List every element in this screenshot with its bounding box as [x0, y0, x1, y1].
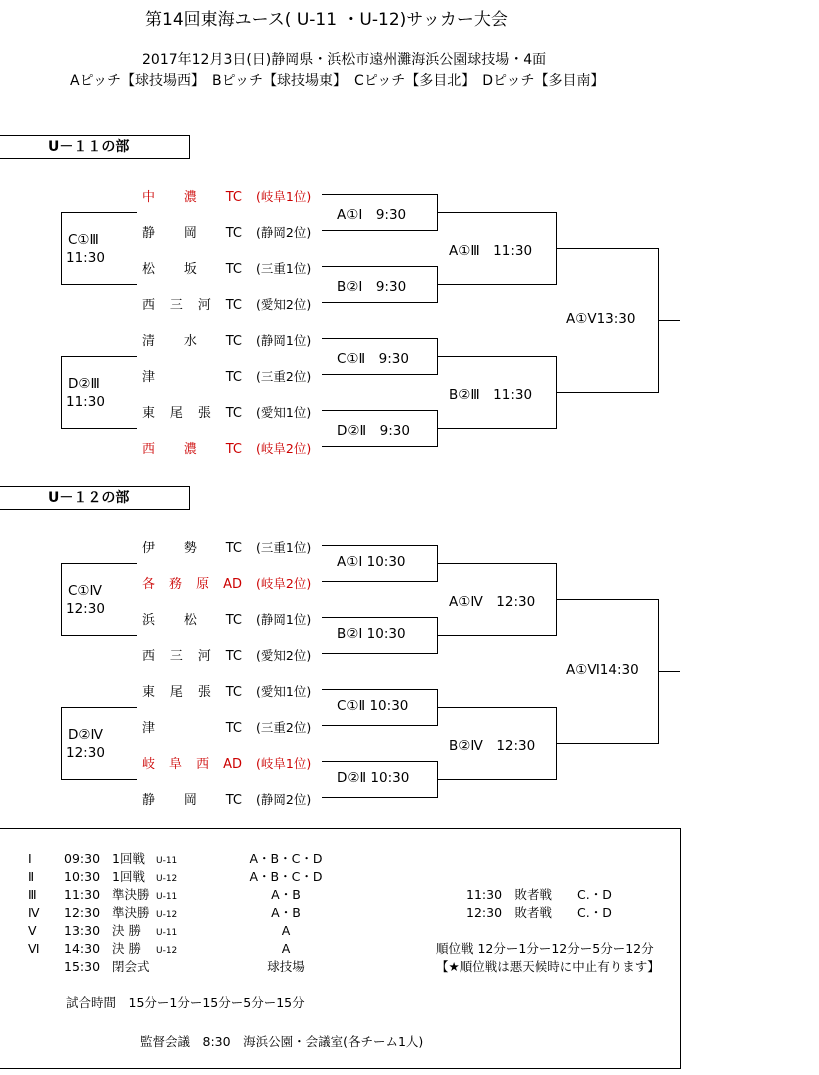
u12-r1-match: A①Ⅰ 10:30 — [337, 554, 406, 570]
u12-semi-match: B②Ⅳ 12:30 — [449, 738, 536, 754]
u12-team-2 — [142, 573, 311, 592]
u11-loser-box-1 — [61, 212, 137, 285]
u11-r1-match: D②Ⅱ 9:30 — [337, 423, 410, 439]
u11-semi-match: A①Ⅲ 11:30 — [449, 243, 533, 259]
u11-bracket-line — [322, 230, 438, 231]
team-pref: (岐阜1位) — [256, 189, 312, 204]
round-number: Ⅵ — [28, 941, 40, 956]
round-number: Ⅳ — [28, 905, 40, 920]
round-pitch: A — [281, 923, 291, 938]
u11-team-1 — [142, 186, 311, 205]
u12-r1-match: C①Ⅱ 10:30 — [337, 698, 409, 714]
team-pref: (岐阜2位) — [256, 576, 312, 591]
u12-bracket-line — [556, 599, 659, 600]
round-extra: 順位戦 12分ー1分ー12分ー5分ー12分 — [436, 941, 654, 956]
round-category: U-12 — [156, 910, 178, 920]
pitch-line: Aピッチ【球技場西】 Bピッチ【球技場東】 Cピッチ【多目北】 Dピッチ【多目南】 — [70, 73, 605, 89]
round-time: 15:30 — [64, 959, 101, 974]
team-name: 松坂TC — [142, 262, 242, 277]
u12-bracket-line — [658, 671, 680, 672]
round-pitch: A・B・C・D — [249, 869, 323, 884]
u11-bracket-line — [322, 410, 438, 411]
team-name: 静岡TC — [142, 226, 242, 241]
u11-loser-box-2 — [61, 356, 137, 429]
round-number: Ⅲ — [28, 887, 37, 902]
u12-r1-match: D②Ⅱ 10:30 — [337, 770, 410, 786]
u11-bracket-line — [322, 446, 438, 447]
u12-semi-match: A①Ⅳ 12:30 — [449, 594, 536, 610]
u11-bracket-line — [322, 302, 438, 303]
u11-loser-label: C①Ⅲ — [68, 232, 99, 248]
u12-bracket-line — [437, 707, 557, 708]
round-time: 10:30 — [64, 869, 101, 884]
u12-team-1 — [142, 537, 311, 556]
u11-bracket-line — [322, 266, 438, 267]
team-pref: (愛知1位) — [256, 684, 312, 699]
round-pitch: A・B — [271, 905, 301, 920]
team-pref: (静岡1位) — [256, 612, 312, 627]
legend-row — [28, 957, 660, 975]
legend-row — [28, 849, 356, 867]
team-pref: (三重1位) — [256, 261, 312, 276]
u12-bracket-line — [322, 581, 438, 582]
round-category: U-12 — [156, 874, 178, 884]
u11-loser-label: D②Ⅲ — [68, 376, 100, 392]
round-time: 13:30 — [64, 923, 101, 938]
u12-loser-time: 12:30 — [66, 601, 105, 617]
legend-row — [28, 903, 612, 921]
team-name: 東尾張TC — [142, 406, 242, 421]
u12-section-label: U－１２の部 — [0, 486, 190, 510]
u12-loser-box-1 — [61, 563, 137, 636]
round-extra: 11:30 敗者戦 C.・D — [466, 887, 612, 902]
round-category: U-11 — [156, 856, 178, 866]
round-extra: 12:30 敗者戦 C.・D — [466, 905, 612, 920]
team-pref: (静岡2位) — [256, 225, 312, 240]
team-name: 浜松TC — [142, 613, 242, 628]
team-name: 伊勢TC — [142, 541, 242, 556]
u11-bracket-line — [658, 320, 680, 321]
u12-bracket-line — [556, 743, 659, 744]
round-number: Ⅱ — [28, 869, 35, 884]
u11-team-6 — [142, 366, 311, 385]
u11-bracket-line — [322, 374, 438, 375]
team-name: 岐阜西AD — [142, 757, 242, 772]
u11-bracket-line — [556, 392, 659, 393]
round-pitch: A — [281, 941, 291, 956]
team-name: 清水TC — [142, 334, 242, 349]
round-name: 決 勝 — [112, 941, 141, 956]
u12-final-match: A①Ⅵ14:30 — [566, 662, 639, 678]
u12-bracket-line — [322, 761, 438, 762]
u12-bracket-line — [437, 779, 557, 780]
team-pref: (愛知2位) — [256, 648, 312, 663]
u11-section-label: U－１１の部 — [0, 135, 190, 159]
u12-r1-match: B②Ⅰ 10:30 — [337, 626, 406, 642]
team-name: 津TC — [142, 370, 242, 385]
round-name: 準決勝 — [112, 887, 150, 902]
u11-bracket-line — [437, 428, 557, 429]
team-pref: (愛知1位) — [256, 405, 312, 420]
round-pitch: A・B・C・D — [249, 851, 323, 866]
round-category: U-11 — [156, 928, 178, 938]
u11-team-2 — [142, 222, 311, 241]
legend-row — [28, 939, 654, 957]
round-name: 決 勝 — [112, 923, 141, 938]
team-name: 津TC — [142, 721, 242, 736]
round-time: 11:30 — [64, 887, 101, 902]
u12-bracket-line — [322, 689, 438, 690]
match-time-note: 試合時間 15分ー1分ー15分ー5分ー15分 — [66, 995, 305, 1010]
u12-loser-box-2 — [61, 707, 137, 780]
round-time: 12:30 — [64, 905, 101, 920]
manager-meeting-note: 監督会議 8:30 海浜公園・会議室(各チーム1人) — [140, 1034, 424, 1049]
team-name: 西濃TC — [142, 442, 242, 457]
u11-r1-match: C①Ⅱ 9:30 — [337, 351, 409, 367]
u11-team-8 — [142, 438, 311, 457]
round-time: 09:30 — [64, 851, 101, 866]
round-number: Ⅴ — [28, 923, 37, 938]
u12-loser-time: 12:30 — [66, 745, 105, 761]
u11-loser-time: 11:30 — [66, 250, 105, 266]
u12-bracket-line — [322, 617, 438, 618]
legend-row — [28, 885, 612, 903]
u11-bracket-line — [437, 356, 557, 357]
u12-bracket-line — [322, 653, 438, 654]
page-title: 第14回東海ユース( U-11 ・U-12)サッカー大会 — [145, 10, 508, 30]
u11-bracket-line — [322, 338, 438, 339]
team-pref: (静岡2位) — [256, 792, 312, 807]
u12-team-5 — [142, 681, 311, 700]
team-name: 西三河TC — [142, 649, 242, 664]
team-pref: (静岡1位) — [256, 333, 312, 348]
u12-bracket-line — [322, 545, 438, 546]
team-name: 東尾張TC — [142, 685, 242, 700]
u11-team-5 — [142, 330, 311, 349]
team-name: 西三河TC — [142, 298, 242, 313]
legend-row — [28, 921, 356, 939]
u11-team-4 — [142, 294, 311, 313]
u12-bracket-line — [322, 725, 438, 726]
u11-bracket-line — [556, 248, 659, 249]
u11-final-match: A①Ⅴ13:30 — [566, 311, 636, 327]
team-pref: (三重2位) — [256, 369, 312, 384]
round-pitch: 球技場 — [267, 959, 305, 974]
round-time: 14:30 — [64, 941, 101, 956]
u12-team-8 — [142, 789, 311, 808]
round-name: 準決勝 — [112, 905, 150, 920]
u11-semi-match: B②Ⅲ 11:30 — [449, 387, 533, 403]
team-pref: (愛知2位) — [256, 297, 312, 312]
u12-bracket-line — [437, 563, 557, 564]
u12-team-6 — [142, 717, 311, 736]
u12-bracket-line — [437, 635, 557, 636]
u11-bracket-line — [437, 212, 557, 213]
u12-team-3 — [142, 609, 311, 628]
round-name: 1回戦 — [112, 869, 145, 884]
team-pref: (岐阜1位) — [256, 756, 312, 771]
date-venue-line: 2017年12月3日(日)静岡県・浜松市遠州灘海浜公園球技場・4面 — [142, 52, 547, 68]
u11-r1-match: A①Ⅰ 9:30 — [337, 207, 407, 223]
legend-row — [28, 867, 356, 885]
u11-r1-match: B②Ⅰ 9:30 — [337, 279, 407, 295]
team-pref: (三重2位) — [256, 720, 312, 735]
team-pref: (三重1位) — [256, 540, 312, 555]
round-name: 1回戦 — [112, 851, 145, 866]
u12-bracket-line — [322, 797, 438, 798]
round-extra: 【★順位戦は悪天候時に中止有ります】 — [436, 959, 660, 974]
u11-team-7 — [142, 402, 311, 421]
u11-bracket-line — [322, 194, 438, 195]
round-pitch: A・B — [271, 887, 301, 902]
u12-loser-label: D②Ⅳ — [68, 727, 103, 743]
team-name: 静岡TC — [142, 793, 242, 808]
u11-loser-time: 11:30 — [66, 394, 105, 410]
round-category: U-11 — [156, 892, 178, 902]
team-name: 各務原AD — [142, 577, 242, 592]
u12-loser-label: C①Ⅳ — [68, 583, 102, 599]
round-number: Ⅰ — [28, 851, 32, 866]
u12-team-7 — [142, 753, 311, 772]
round-category: U-12 — [156, 946, 178, 956]
team-name: 中濃TC — [142, 190, 242, 205]
u11-bracket-line — [437, 284, 557, 285]
round-name: 閉会式 — [112, 959, 150, 974]
u12-team-4 — [142, 645, 311, 664]
u11-team-3 — [142, 258, 311, 277]
team-pref: (岐阜2位) — [256, 441, 312, 456]
